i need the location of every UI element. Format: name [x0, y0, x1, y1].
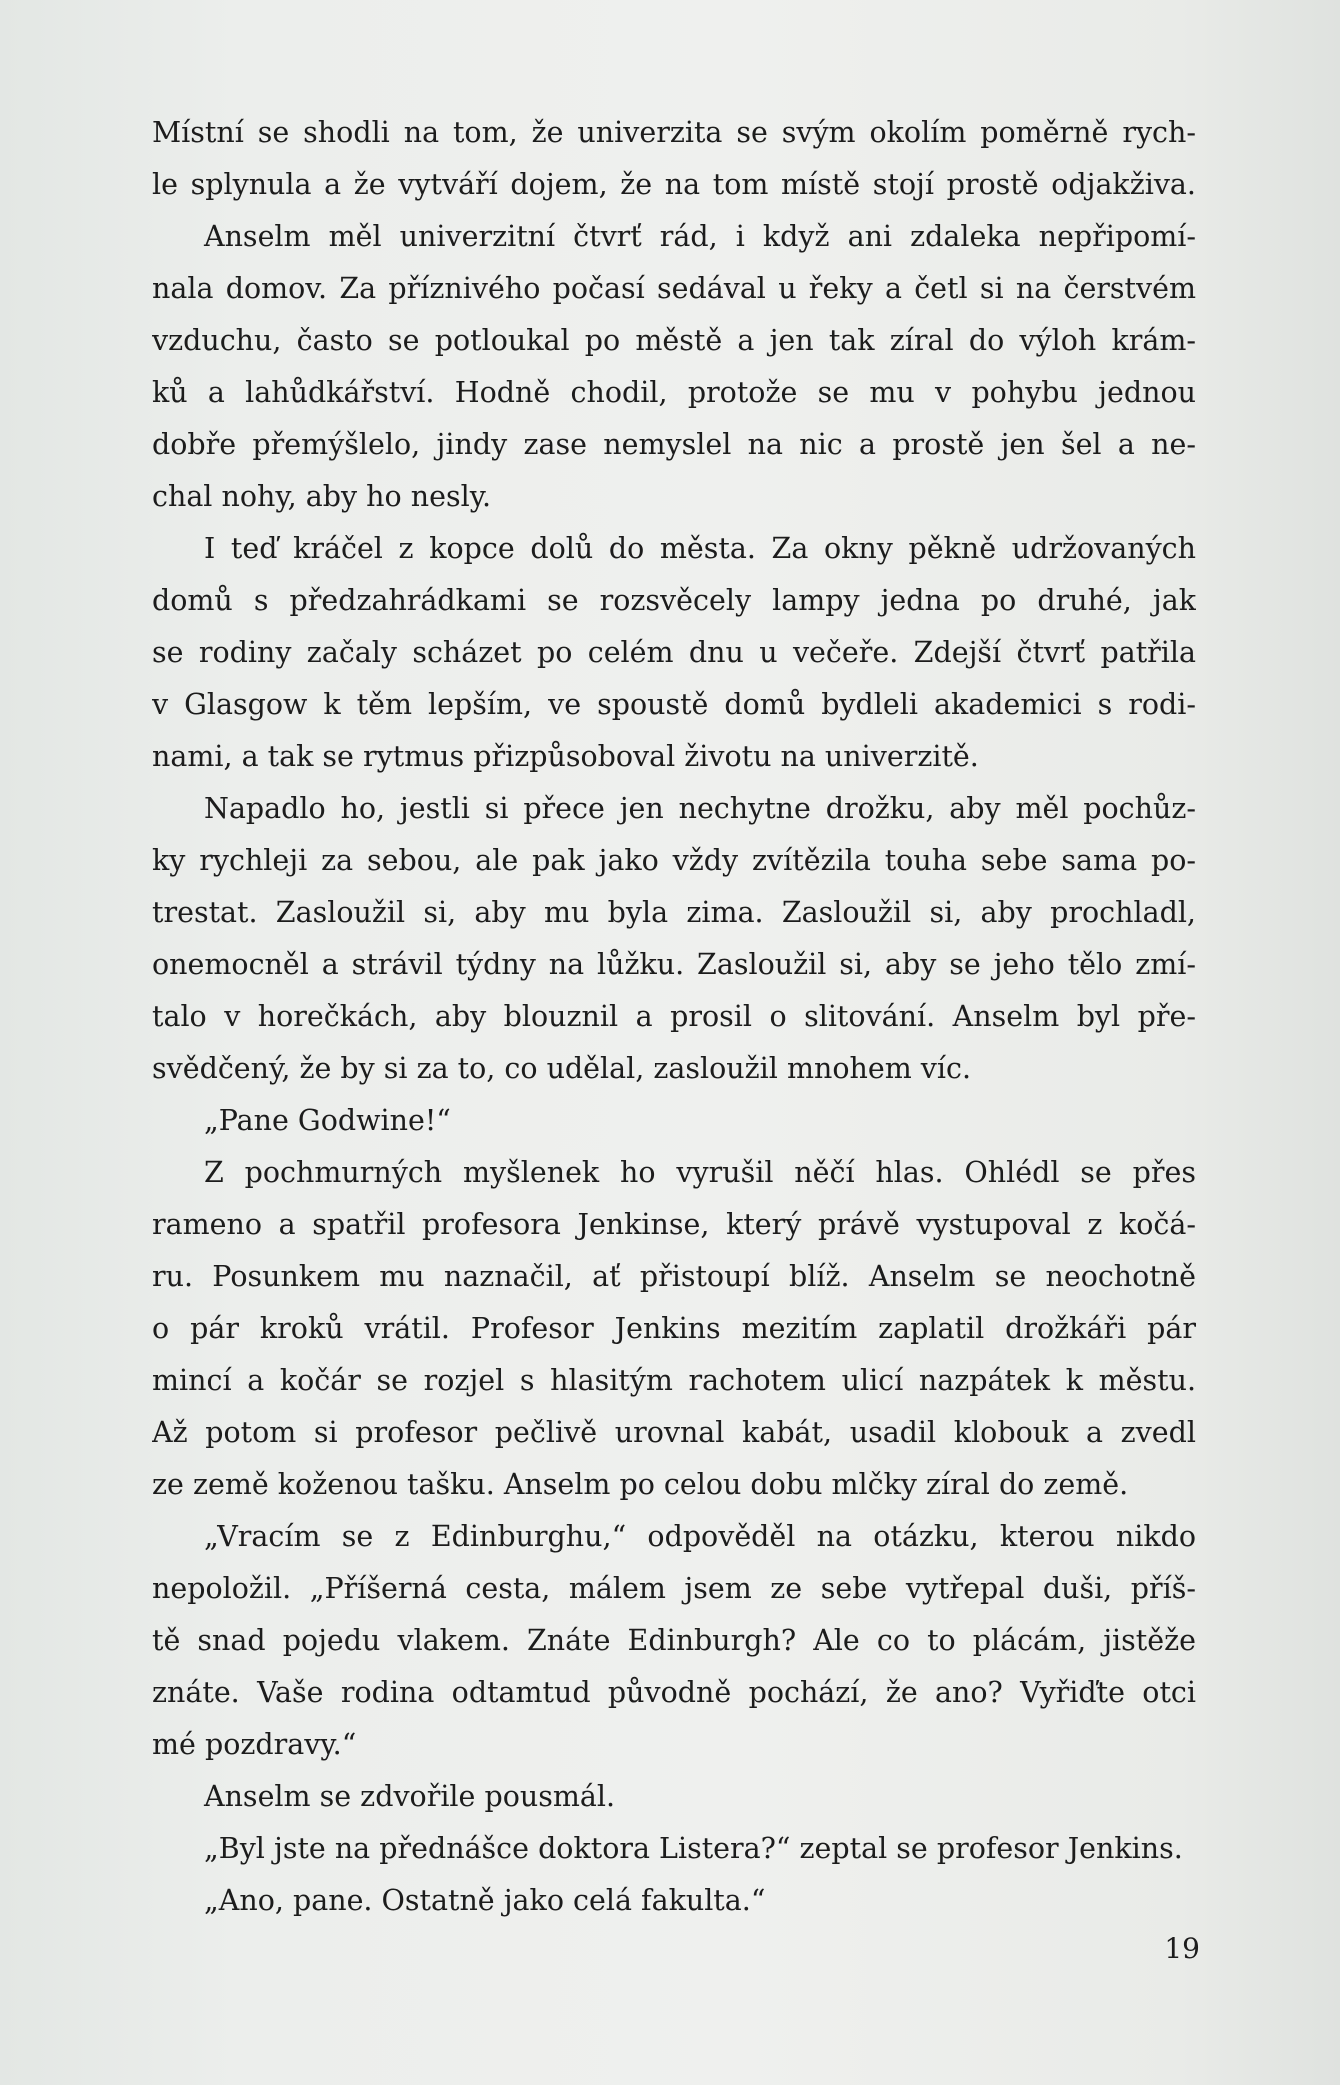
- text-line: Anselm se zdvořile pousmál.: [204, 1780, 616, 1813]
- text-line: znáte. Vaše rodina odtamtud původně pochází, že ano? Vyřiďte otci: [152, 1676, 1196, 1709]
- text-line: Místní se shodli na tom, že univerzita se svým okolím poměrně rych-: [152, 116, 1196, 149]
- text-line: svědčený, že by si za to, co udělal, zasloužil mnohem víc.: [152, 1052, 972, 1085]
- text-line: se rodiny začaly scházet po celém dnu u večeře. Zdejší čtvrť patřila: [152, 636, 1196, 669]
- text-line: „Ano, pane. Ostatně jako celá fakulta.“: [204, 1884, 766, 1917]
- text-line: nami, a tak se rytmus přizpůsoboval životu na univerzitě.: [152, 740, 979, 773]
- text-line: rameno a spatřil profesora Jenkinse, který právě vystupoval z kočá-: [152, 1208, 1196, 1241]
- text-line: Až potom si profesor pečlivě urovnal kabát, usadil klobouk a zvedl: [152, 1416, 1196, 1449]
- text-line: ků a lahůdkářství. Hodně chodil, protože se mu v pohybu jednou: [152, 376, 1196, 409]
- text-line: nepoložil. „Příšerná cesta, málem jsem ze sebe vytřepal duši, příš-: [152, 1572, 1196, 1605]
- text-line: nala domov. Za příznivého počasí sedával u řeky a četl si na čerstvém: [152, 272, 1196, 305]
- text-line: vzduchu, často se potloukal po městě a jen tak zíral do výloh krám-: [152, 324, 1196, 357]
- text-line: ru. Posunkem mu naznačil, ať přistoupí blíž. Anselm se neochotně: [152, 1260, 1196, 1293]
- text-line: Napadlo ho, jestli si přece jen nechytne drožku, aby měl pochůz-: [204, 792, 1196, 825]
- text-line: I teď kráčel z kopce dolů do města. Za okny pěkně udržovaných: [204, 532, 1196, 565]
- page-number: 19: [1164, 1932, 1200, 1965]
- text-line: dobře přemýšlelo, jindy zase nemyslel na nic a prostě jen šel a ne-: [152, 428, 1196, 461]
- text-line: le splynula a že vytváří dojem, že na tom místě stojí prostě odjakživa.: [152, 168, 1196, 201]
- text-line: domů s předzahrádkami se rozsvěcely lampy jedna po druhé, jak: [152, 584, 1196, 617]
- text-line: tě snad pojedu vlakem. Znáte Edinburgh? Ale co to plácám, jistěže: [152, 1624, 1196, 1657]
- text-line: trestat. Zasloužil si, aby mu byla zima. Zasloužil si, aby prochladl,: [152, 896, 1196, 929]
- text-line: onemocněl a strávil týdny na lůžku. Zasloužil si, aby se jeho tělo zmí-: [152, 948, 1196, 981]
- text-line: „Pane Godwine!“: [204, 1104, 451, 1137]
- text-line: „Vracím se z Edinburghu,“ odpověděl na otázku, kterou nikdo: [204, 1520, 1196, 1553]
- text-line: ze země koženou tašku. Anselm po celou dobu mlčky zíral do země.: [152, 1468, 1129, 1501]
- text-line: ky rychleji za sebou, ale pak jako vždy zvítězila touha sebe sama po-: [152, 844, 1196, 877]
- text-line: „Byl jste na přednášce doktora Listera?“ zeptal se profesor Jenkins.: [204, 1832, 1183, 1865]
- text-line: talo v horečkách, aby blouznil a prosil o slitování. Anselm byl pře-: [152, 1000, 1196, 1033]
- text-line: mé pozdravy.“: [152, 1728, 357, 1761]
- text-line: chal nohy, aby ho nesly.: [152, 480, 492, 513]
- text-line: Anselm měl univerzitní čtvrť rád, i když ani zdaleka nepřipomí-: [204, 220, 1196, 253]
- text-line: v Glasgow k těm lepším, ve spoustě domů bydleli akademici s rodi-: [152, 688, 1196, 721]
- text-line: Z pochmurných myšlenek ho vyrušil něčí hlas. Ohlédl se přes: [204, 1156, 1196, 1189]
- text-line: mincí a kočár se rozjel s hlasitým rachotem ulicí nazpátek k městu.: [152, 1364, 1196, 1397]
- text-line: o pár kroků vrátil. Profesor Jenkins mezitím zaplatil drožkáři pár: [152, 1312, 1196, 1345]
